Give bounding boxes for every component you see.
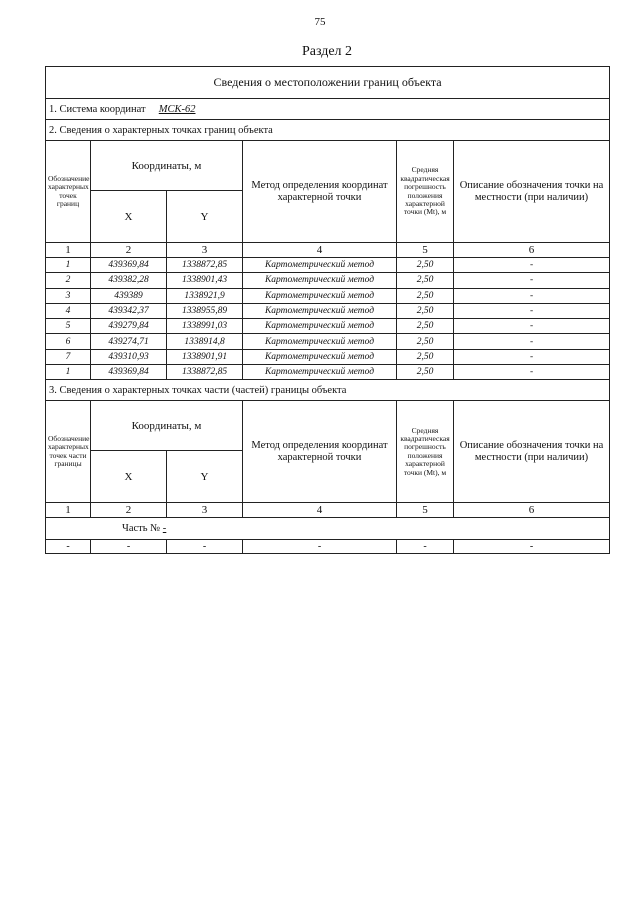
coord-y-cell: 1338914,8 — [167, 334, 243, 349]
description-cell: - — [454, 319, 610, 334]
description-cell: - — [454, 334, 610, 349]
description-cell: - — [454, 288, 610, 303]
accuracy-cell: 2,50 — [397, 258, 454, 273]
col-number: 4 — [243, 243, 397, 258]
method-cell: Картометрический метод — [243, 258, 397, 273]
header-description: Описание обозначения точки на местности (при наличии) — [454, 401, 610, 503]
col-number: 6 — [454, 243, 610, 258]
coord-y-cell: 1338901,43 — [167, 273, 243, 288]
description-cell: - — [454, 349, 610, 364]
method-cell: Картометрический метод — [243, 288, 397, 303]
col-number: 2 — [91, 503, 167, 518]
description-cell: - — [454, 258, 610, 273]
point-id-cell: 2 — [46, 273, 91, 288]
table-row — [46, 334, 610, 349]
col-number: 6 — [454, 503, 610, 518]
header-coords: Координаты, м — [91, 401, 243, 451]
col-number: 5 — [397, 503, 454, 518]
method-cell: Картометрический метод — [243, 349, 397, 364]
column-numbers-row — [46, 243, 610, 258]
coord-x-cell: 439369,84 — [91, 365, 167, 380]
coord-y-cell: 1338921,9 — [167, 288, 243, 303]
method-cell: Картометрический метод — [243, 273, 397, 288]
empty-cell: - — [91, 540, 167, 554]
description-cell: - — [454, 365, 610, 380]
coord-x-cell: 439389 — [91, 288, 167, 303]
coord-x-cell: 439369,84 — [91, 258, 167, 273]
coord-system-label: 1. Система координат — [49, 103, 146, 115]
table-row — [46, 273, 610, 288]
empty-cell: - — [243, 540, 397, 554]
coord-x-cell: 439342,37 — [91, 303, 167, 318]
method-cell: Картометрический метод — [243, 334, 397, 349]
empty-cell: - — [167, 540, 243, 554]
method-cell: Картометрический метод — [243, 365, 397, 380]
table-row — [46, 288, 610, 303]
column-numbers-row — [46, 503, 610, 518]
part-row — [46, 518, 610, 540]
coord-y-cell: 1338872,85 — [167, 258, 243, 273]
point-id-cell: 1 — [46, 365, 91, 380]
point-id-cell: 5 — [46, 319, 91, 334]
accuracy-cell: 2,50 — [397, 303, 454, 318]
empty-cell: - — [397, 540, 454, 554]
header-method: Метод определения координат характерной точки — [243, 141, 397, 243]
table-row — [46, 319, 610, 334]
coord-y-cell: 1338991,03 — [167, 319, 243, 334]
accuracy-cell: 2,50 — [397, 334, 454, 349]
accuracy-cell: 2,50 — [397, 349, 454, 364]
coord-y-cell: 1338955,89 — [167, 303, 243, 318]
header-description: Описание обозначения точки на местности (при наличии) — [454, 141, 610, 243]
section3-title: 3. Сведения о характерных точках части (частей) границы объекта — [46, 380, 610, 401]
point-id-cell: 3 — [46, 288, 91, 303]
section-title: Раздел 2 — [301, 44, 353, 59]
part-value: - — [162, 523, 167, 535]
header-method: Метод определения координат характерной точки — [243, 401, 397, 503]
boundary-table — [45, 66, 610, 554]
col-number: 3 — [167, 243, 243, 258]
point-id-cell: 7 — [46, 349, 91, 364]
empty-cell: - — [46, 540, 91, 554]
coord-x-cell: 439274,71 — [91, 334, 167, 349]
table-row — [46, 258, 610, 273]
table-row — [46, 365, 610, 380]
header-point: Обозначение характерных точек части границы — [46, 401, 91, 503]
part-label: Часть № — [122, 523, 161, 535]
coord-system-value: МСК-62 — [158, 103, 196, 115]
header-accuracy: Средняя квадратическая погрешность положения характерной точки (Mt), м — [397, 401, 454, 503]
col-number: 3 — [167, 503, 243, 518]
method-cell: Картометрический метод — [243, 319, 397, 334]
table-title: Сведения о местоположении границ объекта — [46, 67, 610, 99]
coord-x-cell: 439382,28 — [91, 273, 167, 288]
col-number: 4 — [243, 503, 397, 518]
point-id-cell: 4 — [46, 303, 91, 318]
col-number: 2 — [91, 243, 167, 258]
description-cell: - — [454, 303, 610, 318]
coord-y-cell: 1338872,85 — [167, 365, 243, 380]
header-x: X — [91, 191, 167, 243]
point-id-cell: 6 — [46, 334, 91, 349]
empty-row — [46, 540, 610, 554]
header-coords: Координаты, м — [91, 141, 243, 191]
header-x: X — [91, 451, 167, 503]
empty-cell: - — [454, 540, 610, 554]
accuracy-cell: 2,50 — [397, 319, 454, 334]
table-row — [46, 303, 610, 318]
header-accuracy: Средняя квадратическая погрешность положения характерной точки (Mt), м — [397, 141, 454, 243]
point-id-cell: 1 — [46, 258, 91, 273]
header-y: Y — [167, 191, 243, 243]
coord-x-cell: 439310,93 — [91, 349, 167, 364]
col-number: 1 — [46, 503, 91, 518]
col-number: 5 — [397, 243, 454, 258]
section2-title: 2. Сведения о характерных точках границ объекта — [46, 120, 610, 141]
coord-y-cell: 1338901,91 — [167, 349, 243, 364]
coord-system-row — [46, 99, 610, 120]
description-cell: - — [454, 273, 610, 288]
table-row — [46, 349, 610, 364]
page-number: 75 — [314, 16, 326, 28]
accuracy-cell: 2,50 — [397, 365, 454, 380]
col-number: 1 — [46, 243, 91, 258]
coord-x-cell: 439279,84 — [91, 319, 167, 334]
header-y: Y — [167, 451, 243, 503]
accuracy-cell: 2,50 — [397, 288, 454, 303]
accuracy-cell: 2,50 — [397, 273, 454, 288]
method-cell: Картометрический метод — [243, 303, 397, 318]
header-point: Обозначение характерных точек границ — [46, 141, 91, 243]
